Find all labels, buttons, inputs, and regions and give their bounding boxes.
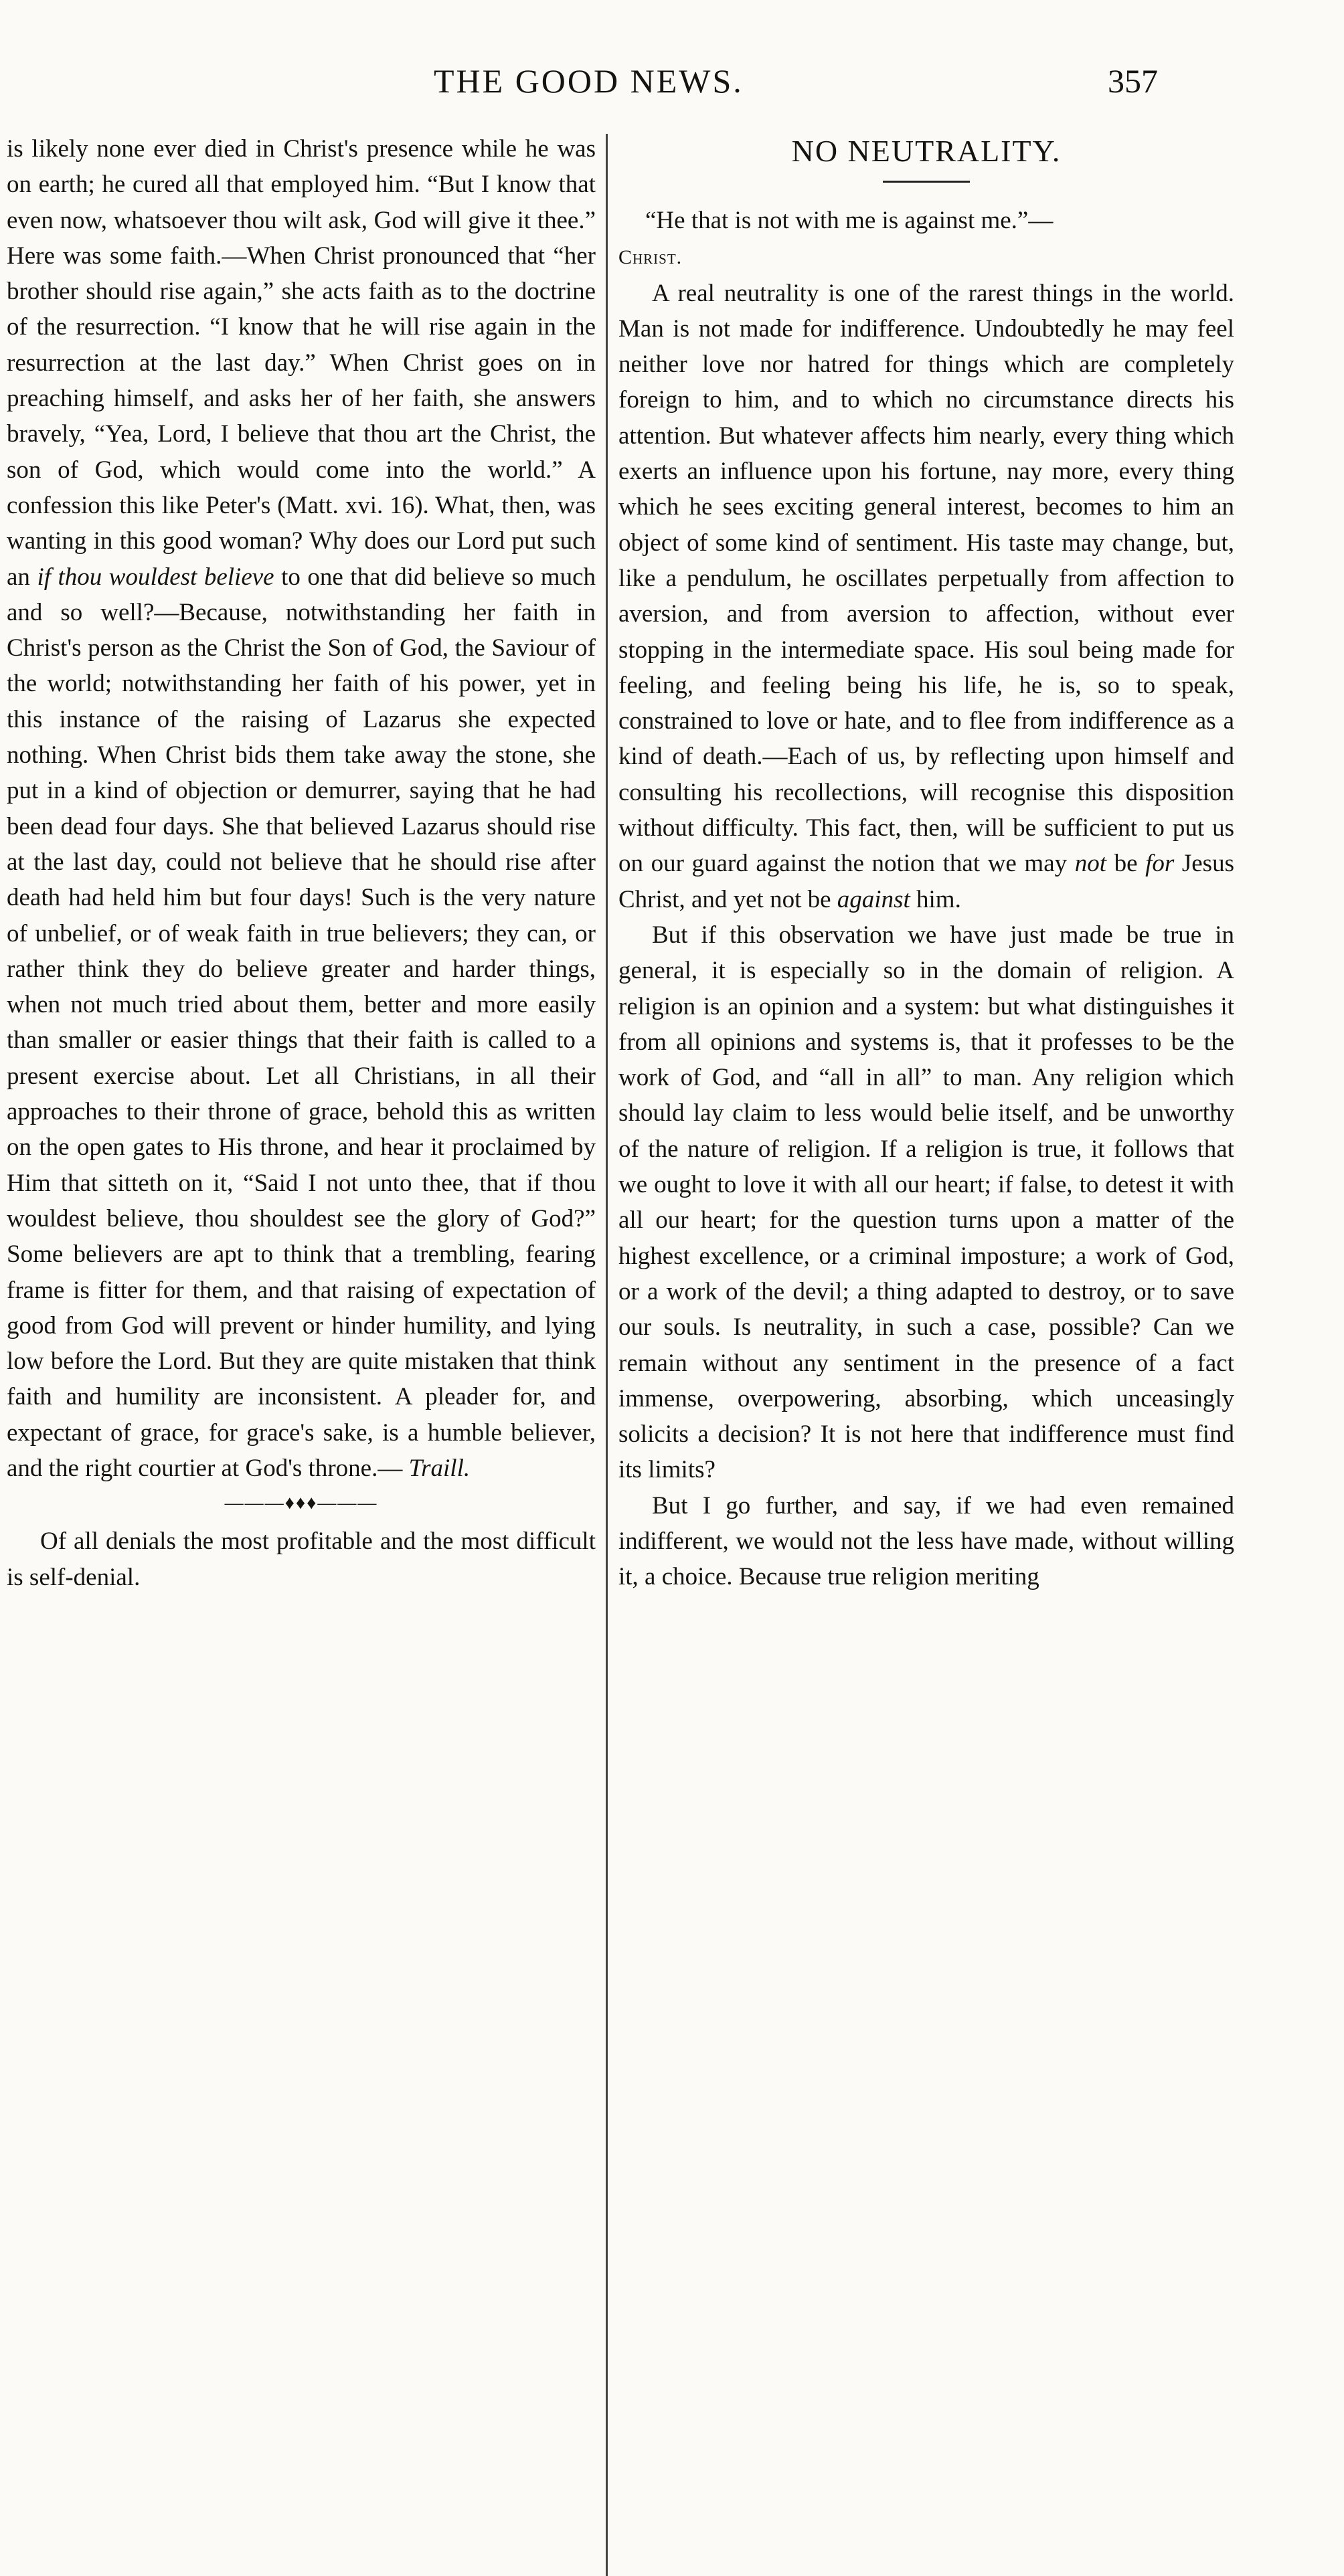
right-paragraph-1-text-a: A real neutrality is one of the rarest things in the world. Man is not made for indifference. Undoubtedly he may feel neither love nor hatred for things which are completely foreign to him, and to which no circumstance directs his attention. But whatever affects him nearly, every thing which exerts an influence upon his fortune, nay more, every thing which he sees exciting general interest, becomes to him an object of some kind of sentiment. His taste may change, but, like a pendulum, he oscillates perpetually from affection to aversion, and from aversion to affection, without ever stopping in the intermediate space. His soul being made for feeling, and feeling being his life, he is, so to speak, constrained to love or hate, and to flee from indifference as a kind of death.—Each of us, by reflecting upon himself and consulting his recollections, will recognise this disposition without difficulty. This fact, then, will be sufficient to put us on our guard against the notion that we may <box>618 279 1234 878</box>
left-column <box>7 131 596 1595</box>
self-denial-line: Of all denials the most profitable and the most difficult is self-denial. <box>7 1528 596 1591</box>
section-title: NO NEUTRALITY. <box>791 134 1062 168</box>
section-ornament: ———♦♦♦——— <box>224 1493 378 1514</box>
italic-for: for <box>1145 850 1175 878</box>
italic-not: not <box>1074 850 1106 878</box>
epigraph <box>618 203 1234 276</box>
column-divider <box>606 134 608 2576</box>
left-paragraph-1 <box>7 131 596 1486</box>
right-paragraph-3: But I go further, and say, if we had even remained indifferent, we would not the less have made, without willing it, a choice. Because true religion meriting <box>618 1491 1234 1591</box>
page-header <box>0 62 1344 115</box>
left-paragraph-1-text-a: is likely none ever died in Christ's presence while he was on earth; he cured all that employed him. “But I know that even now, whatsoever thou wilt ask, God will give it thee.” Here was some faith.—When Christ pronounced that “her brother should rise again,” she acts faith as to the doctrine of the resurrection. “I know that he will rise again in the resurrection at the last day.” When Christ goes on in preaching himself, and asks her of her faith, she answers bravely, “Yea, Lord, I believe that thou art the Christ, the son of God, which would come into the world.” A confession this like Peter's (Matt. xvi. 16). What, then, was wanting in this good woman? Why does our Lord put such an <box>7 135 596 591</box>
epigraph-source: Christ. <box>618 246 683 269</box>
title-rule <box>883 181 970 183</box>
right-paragraph-1-text-d: him. <box>910 885 961 913</box>
left-paragraph-1-text-b: to one that did believe so much and so well?—Because, notwithstanding her faith in Christ's person as the Christ the Son of God, the Saviour of the world; notwithstanding her faith of his power, yet in this instance of the raising of Lazarus she expected nothing. When Christ bids them take away the stone, she put in a kind of objection or demurrer, saying that he had been dead four days. She that believed Lazarus should rise at the last day, could not believe that he should rise after death had held him but four days! Such is the very nature of unbelief, or of weak faith in true believers; they can, or rather think they do believe greater and harder things, when not much tried about them, better and more easily than smaller or easier things that their faith is called to a present exercise about. Let all Christians, in all their approaches to their throne of grace, behold this as written on the open gates to His throne, and hear it proclaimed by Him that sitteth on it, “Said I not unto thee, that if thou wouldest believe, thou shouldest see the glory of God?” Some believers are apt to think that a trembling, fearing frame is fitter for them, and that raising of expectation of good from God will prevent or hinder humility, and lying low before the Lord. But they are quite mistaken that think faith and humility are inconsistent. A pleader for, and expectant of grace, for grace's sake, is a humble believer, and the right courtier at God's throne.— <box>7 563 596 1482</box>
right-paragraph-2: But if this observation we have just made be true in general, it is especially so in the domain of religion. A religion is an opinion and a system: but what distinguishes it from all opinions and systems is, that it professes to be the work of God, and “all in all” to man. Any religion which should lay claim to less would belie itself, and be unworthy of the nature of religion. If a religion is true, it follows that we ought to love it with all our heart; if false, to detest it with all our heart; for the question turns upon a matter of the highest excellence, or a criminal imposture; a work of God, or a work of the devil; a thing adapted to destroy, or to save our souls. Is neutrality, in such a case, possible? Can we remain without any sentiment in the presence of a fact immense, overpowering, absorbing, which unceasingly solicits a decision? It is not here that indifference must find its limits? <box>618 921 1234 1484</box>
traill-attribution: Traill. <box>408 1454 471 1482</box>
right-paragraph-1-text-b: be <box>1106 850 1146 878</box>
epigraph-quote: “He that is not with me is against me.”— <box>645 207 1054 234</box>
right-paragraph-1 <box>618 276 1234 917</box>
running-title: THE GOOD NEWS. <box>434 62 744 100</box>
right-paragraph-1-text-c: Jesus Christ, and yet not be <box>618 850 1234 913</box>
page-number: 357 <box>1108 62 1158 100</box>
left-paragraph-1-italic: if thou wouldest believe <box>37 563 274 591</box>
italic-against: against <box>837 885 910 913</box>
right-column <box>618 131 1234 1595</box>
